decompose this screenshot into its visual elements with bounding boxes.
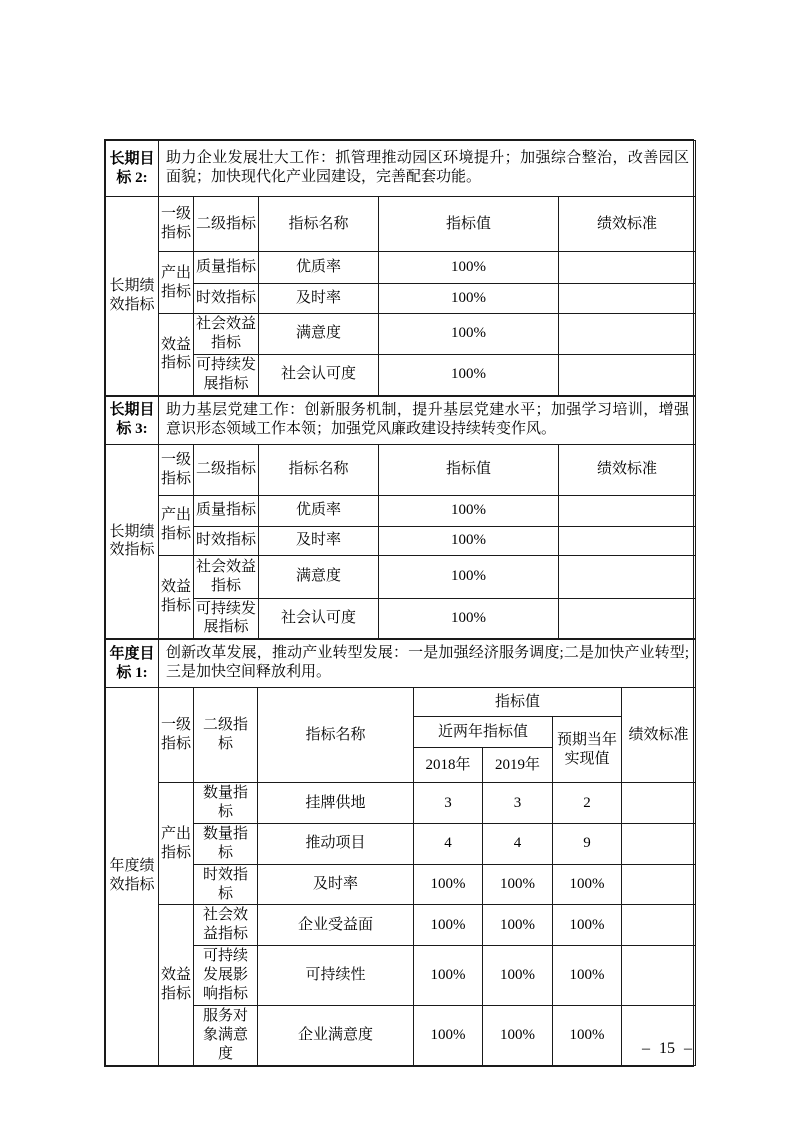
value-2018-cell: 100% <box>414 946 483 1006</box>
annual-goal-description-row <box>106 640 696 688</box>
table-row <box>106 555 696 598</box>
goal3-header-value: 指标值 <box>379 444 559 495</box>
standard-cell <box>622 783 696 824</box>
annual-header-2018 <box>414 748 483 783</box>
annual-header-level1: 一级指标 <box>159 688 194 783</box>
indicator-value-cell: 100% <box>379 598 559 639</box>
goal2-header-standard: 绩效标准 <box>559 197 696 252</box>
table-row <box>106 495 696 526</box>
indicator-name-cell: 及时率 <box>259 526 379 555</box>
indicator-value-cell: 100% <box>379 495 559 526</box>
goal3-label: 长期目标 3: <box>106 396 159 444</box>
level2-cell: 数量指标 <box>194 823 258 864</box>
table-row <box>106 1005 696 1065</box>
goal2-row-group-label: 长期绩效指标 <box>106 197 159 396</box>
indicator-name-cell: 推动项目 <box>258 823 414 864</box>
longterm-goal2-table <box>105 140 696 396</box>
level2-cell: 可持续发展指标 <box>194 598 259 639</box>
indicator-name-cell: 社会认可度 <box>259 598 379 639</box>
year-2019-label: 2019年 <box>494 756 540 773</box>
value-2019-cell: 100% <box>483 946 553 1006</box>
standard-cell <box>559 495 696 526</box>
table-row <box>106 783 696 824</box>
standard-cell <box>559 555 696 598</box>
goal3-description-row <box>106 396 696 444</box>
value-expected-cell: 100% <box>553 864 622 905</box>
standard-cell <box>559 284 696 314</box>
level2-cell: 可持续发展影响指标 <box>194 946 258 1006</box>
value-2019-cell: 3 <box>483 783 553 824</box>
annual-header-value-group: 指标值 <box>414 688 622 717</box>
table-row <box>106 946 696 1006</box>
value-2019-cell: 4 <box>483 823 553 864</box>
value-2019-cell: 100% <box>483 1005 553 1065</box>
level2-cell: 时效指标 <box>194 864 258 905</box>
indicator-name-cell: 企业满意度 <box>258 1005 414 1065</box>
goal3-level1-output: 产出指标 <box>159 495 194 555</box>
goal2-level1-benefit: 效益指标 <box>159 314 194 396</box>
goal3-header-level2: 二级指标 <box>194 444 259 495</box>
standard-cell <box>559 252 696 284</box>
level2-cell: 数量指标 <box>194 783 258 824</box>
annual-header-2019 <box>483 748 553 783</box>
value-2018-cell: 3 <box>414 783 483 824</box>
standard-cell <box>559 314 696 355</box>
table-row <box>106 864 696 905</box>
value-2018-cell: 100% <box>414 905 483 946</box>
annual-header-row-1 <box>106 688 696 717</box>
value-expected-cell: 100% <box>553 1005 622 1065</box>
table-row <box>106 284 696 314</box>
annual-goal-description: 创新改革发展，推动产业转型发展：一是加强经济服务调度;二是加快产业转型;三是加快空间释放利用。 <box>159 640 696 688</box>
indicator-name-cell: 可持续性 <box>258 946 414 1006</box>
indicator-name-cell: 企业受益面 <box>258 905 414 946</box>
level2-cell: 社会效益指标 <box>194 555 259 598</box>
indicator-name-cell: 社会认可度 <box>259 354 379 395</box>
goal2-header-level2: 二级指标 <box>194 197 259 252</box>
standard-cell <box>559 526 696 555</box>
annual-header-standard: 绩效标准 <box>622 688 696 783</box>
standard-cell <box>622 905 696 946</box>
annual-header-level2: 二级指标 <box>194 688 258 783</box>
value-2018-cell: 100% <box>414 864 483 905</box>
goal2-description: 助力企业发展壮大工作：抓管理推动园区环境提升；加强综合整治，改善园区面貌；加快现代化产业园建设，完善配套功能。 <box>159 141 696 197</box>
table-row <box>106 526 696 555</box>
table-row <box>106 314 696 355</box>
page-number: – 15 – <box>642 1040 692 1057</box>
indicator-value-cell: 100% <box>379 555 559 598</box>
annual-goal-label: 年度目标 1: <box>106 640 159 688</box>
annual-row-group-label: 年度绩效指标 <box>106 688 159 1065</box>
indicator-value-cell: 100% <box>379 284 559 314</box>
indicator-name-cell: 及时率 <box>258 864 414 905</box>
table-row <box>106 354 696 395</box>
value-expected-cell: 9 <box>553 823 622 864</box>
annual-header-expected: 预期当年实现值 <box>553 717 622 783</box>
standard-cell <box>559 598 696 639</box>
annual-header-recent-two-years: 近两年指标值 <box>414 717 553 748</box>
level2-cell: 质量指标 <box>194 495 259 526</box>
table-row <box>106 905 696 946</box>
table-row <box>106 823 696 864</box>
standard-cell <box>622 946 696 1006</box>
longterm-goal3-table <box>105 396 696 640</box>
level2-cell: 可持续发展指标 <box>194 354 259 395</box>
value-expected-cell: 2 <box>553 783 622 824</box>
indicator-name-cell: 优质率 <box>259 495 379 526</box>
level2-cell: 社会效益指标 <box>194 314 259 355</box>
value-2018-cell: 100% <box>414 1005 483 1065</box>
annual-level1-benefit: 效益指标 <box>159 905 194 1065</box>
goal3-row-group-label: 长期绩效指标 <box>106 444 159 639</box>
standard-cell <box>559 354 696 395</box>
value-2019-cell: 100% <box>483 905 553 946</box>
goal3-level1-benefit: 效益指标 <box>159 555 194 639</box>
indicator-name-cell: 及时率 <box>259 284 379 314</box>
level2-cell: 社会效益指标 <box>194 905 258 946</box>
goal2-header-row <box>106 197 696 252</box>
goal2-header-value: 指标值 <box>379 197 559 252</box>
indicator-value-cell: 100% <box>379 526 559 555</box>
level2-cell: 时效指标 <box>194 526 259 555</box>
goal3-header-level1: 一级指标 <box>159 444 194 495</box>
standard-cell <box>622 864 696 905</box>
annual-level1-output: 产出指标 <box>159 783 194 905</box>
indicator-value-cell: 100% <box>379 354 559 395</box>
goal3-header-name: 指标名称 <box>259 444 379 495</box>
indicator-name-cell: 满意度 <box>259 314 379 355</box>
goal2-header-name: 指标名称 <box>259 197 379 252</box>
annual-header-name: 指标名称 <box>258 688 414 783</box>
indicator-value-cell: 100% <box>379 252 559 284</box>
level2-cell: 质量指标 <box>194 252 259 284</box>
value-expected-cell: 100% <box>553 905 622 946</box>
goal2-description-row <box>106 141 696 197</box>
table-row <box>106 598 696 639</box>
table-row <box>106 252 696 284</box>
value-expected-cell: 100% <box>553 946 622 1006</box>
goal2-label: 长期目标 2: <box>106 141 159 197</box>
value-2019-cell: 100% <box>483 864 553 905</box>
goal2-header-level1: 一级指标 <box>159 197 194 252</box>
level2-cell: 时效指标 <box>194 284 259 314</box>
goal2-level1-output: 产出指标 <box>159 252 194 314</box>
indicator-name-cell: 优质率 <box>259 252 379 284</box>
year-2018-label: 2018年 <box>425 756 471 773</box>
goal3-description: 助力基层党建工作：创新服务机制，提升基层党建水平；加强学习培训，增强意识形态领域工作本领；加强党风廉政建设持续转变作风。 <box>159 396 696 444</box>
indicator-name-cell: 挂牌供地 <box>258 783 414 824</box>
indicator-name-cell: 满意度 <box>259 555 379 598</box>
goal3-header-row <box>106 444 696 495</box>
goal3-header-standard: 绩效标准 <box>559 444 696 495</box>
level2-cell: 服务对象满意度 <box>194 1005 258 1065</box>
value-2018-cell: 4 <box>414 823 483 864</box>
performance-indicator-table <box>104 139 694 1067</box>
annual-goal1-table <box>105 639 696 1065</box>
standard-cell <box>622 823 696 864</box>
indicator-value-cell: 100% <box>379 314 559 355</box>
